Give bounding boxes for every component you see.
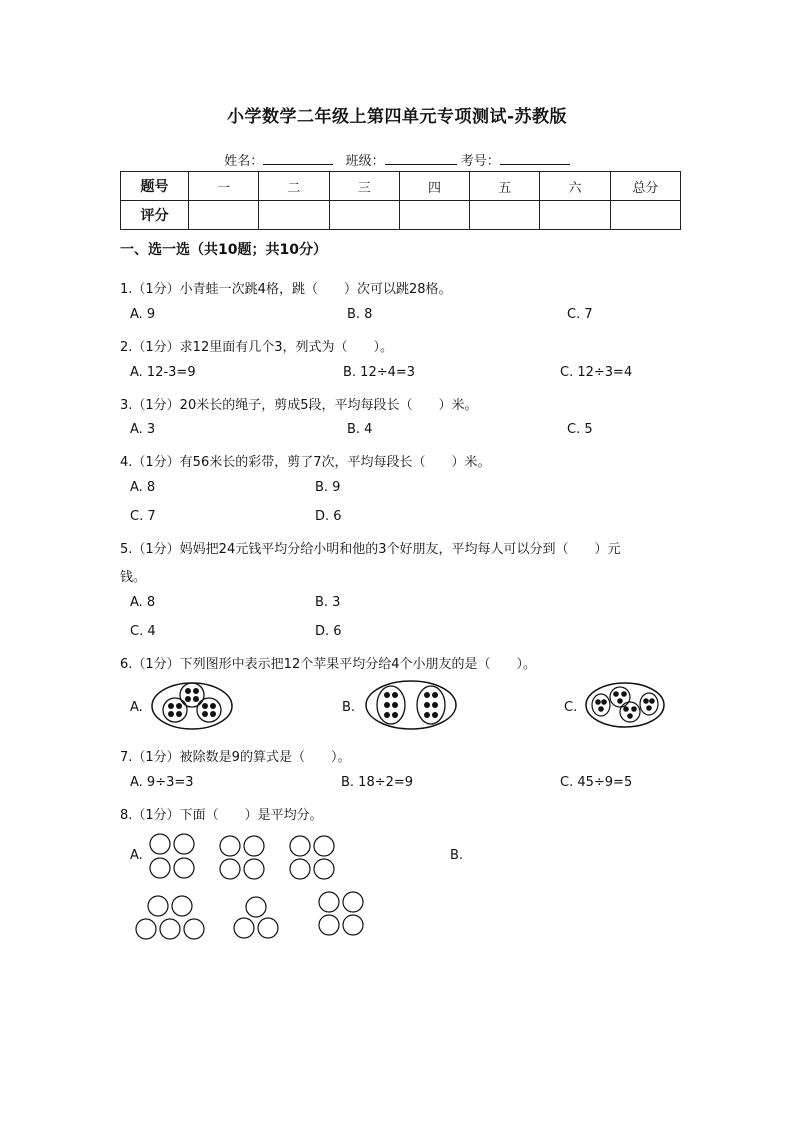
- figure-option-8a: [148, 832, 338, 880]
- score-input-cell[interactable]: [259, 201, 329, 230]
- option-b[interactable]: B.: [342, 700, 356, 715]
- class-label: 班级：: [345, 154, 385, 169]
- score-input-cell[interactable]: [540, 201, 610, 230]
- option-b[interactable]: B. 3: [315, 595, 341, 610]
- question-stem: 2.（1分）求12里面有几个3，列式为（ ）。: [120, 340, 393, 355]
- question-stem: 3.（1分）20米长的绳子，剪成5段，平均每段长（ ）米。: [120, 398, 478, 413]
- score-input-cell[interactable]: [470, 201, 540, 230]
- score-table: [120, 171, 681, 230]
- score-cell: 四: [399, 172, 469, 201]
- option-c[interactable]: C.: [564, 700, 578, 715]
- option-d[interactable]: D. 6: [315, 509, 342, 524]
- figure-option-8b: [134, 892, 370, 942]
- option-a[interactable]: A. 8: [130, 595, 156, 610]
- option-b[interactable]: B. 4: [347, 422, 373, 437]
- question-stem: 5.（1分）妈妈把24元钱平均分给小明和他的3个好朋友，平均每人可以分到（ ）元: [120, 542, 621, 557]
- option-c[interactable]: C. 5: [567, 422, 593, 437]
- score-table-score-row: [121, 201, 681, 230]
- score-cell: 题号: [121, 172, 189, 201]
- class-blank: [385, 151, 457, 165]
- score-table-header-row: [121, 172, 681, 201]
- option-b[interactable]: B. 12÷4=3: [343, 365, 416, 380]
- name-blank: [263, 151, 333, 165]
- question-stem-continued: 钱。: [120, 570, 147, 585]
- student-info-line: [0, 150, 794, 169]
- question-stem: 4.（1分）有56米长的彩带，剪了7次，平均每段长（ ）米。: [120, 455, 491, 470]
- score-cell: 三: [329, 172, 399, 201]
- option-a[interactable]: A. 9÷3=3: [130, 775, 194, 790]
- question-stem: 1.（1分）小青蛙一次跳4格，跳（ ）次可以跳28格。: [120, 282, 452, 297]
- figure-option-a: [150, 680, 236, 730]
- score-input-cell[interactable]: [329, 201, 399, 230]
- option-b[interactable]: B. 9: [315, 480, 341, 495]
- figure-option-c: [584, 681, 668, 729]
- option-c[interactable]: C. 12÷3=4: [560, 365, 633, 380]
- figure-option-b: [364, 679, 460, 731]
- score-cell: 总分: [610, 172, 680, 201]
- option-a[interactable]: A. 12-3=9: [130, 365, 196, 380]
- option-c[interactable]: C. 7: [567, 307, 593, 322]
- option-a[interactable]: A. 3: [130, 422, 156, 437]
- option-c[interactable]: C. 45÷9=5: [560, 775, 633, 790]
- score-cell: 六: [540, 172, 610, 201]
- name-label: 姓名：: [224, 154, 264, 169]
- score-input-cell[interactable]: [399, 201, 469, 230]
- question-stem: 8.（1分）下面（ ）是平均分。: [120, 808, 323, 823]
- score-cell: 一: [189, 172, 259, 201]
- option-b[interactable]: B. 8: [347, 307, 373, 322]
- page-title: 小学数学二年级上第四单元专项测试-苏教版: [226, 107, 568, 127]
- question-stem: 6.（1分）下列图形中表示把12个苹果平均分给4个小朋友的是（ ）。: [120, 657, 536, 672]
- option-a[interactable]: A.: [130, 700, 143, 715]
- score-cell: 评分: [121, 201, 189, 230]
- question-stem: 7.（1分）被除数是9的算式是（ ）。: [120, 750, 351, 765]
- section-heading: 一、选一选（共10题；共10分）: [120, 242, 327, 258]
- score-cell: 二: [259, 172, 329, 201]
- option-d[interactable]: D. 6: [315, 624, 342, 639]
- option-b[interactable]: B.: [450, 848, 464, 863]
- option-b[interactable]: B. 18÷2=9: [341, 775, 414, 790]
- exam-no-blank: [500, 151, 570, 165]
- option-a[interactable]: A. 8: [130, 480, 156, 495]
- score-cell: 五: [470, 172, 540, 201]
- exam-no-label: 考号：: [460, 154, 500, 169]
- option-c[interactable]: C. 7: [130, 509, 156, 524]
- option-a[interactable]: A.: [130, 848, 143, 863]
- option-c[interactable]: C. 4: [130, 624, 156, 639]
- score-input-cell[interactable]: [189, 201, 259, 230]
- score-input-cell[interactable]: [610, 201, 680, 230]
- option-a[interactable]: A. 9: [130, 307, 156, 322]
